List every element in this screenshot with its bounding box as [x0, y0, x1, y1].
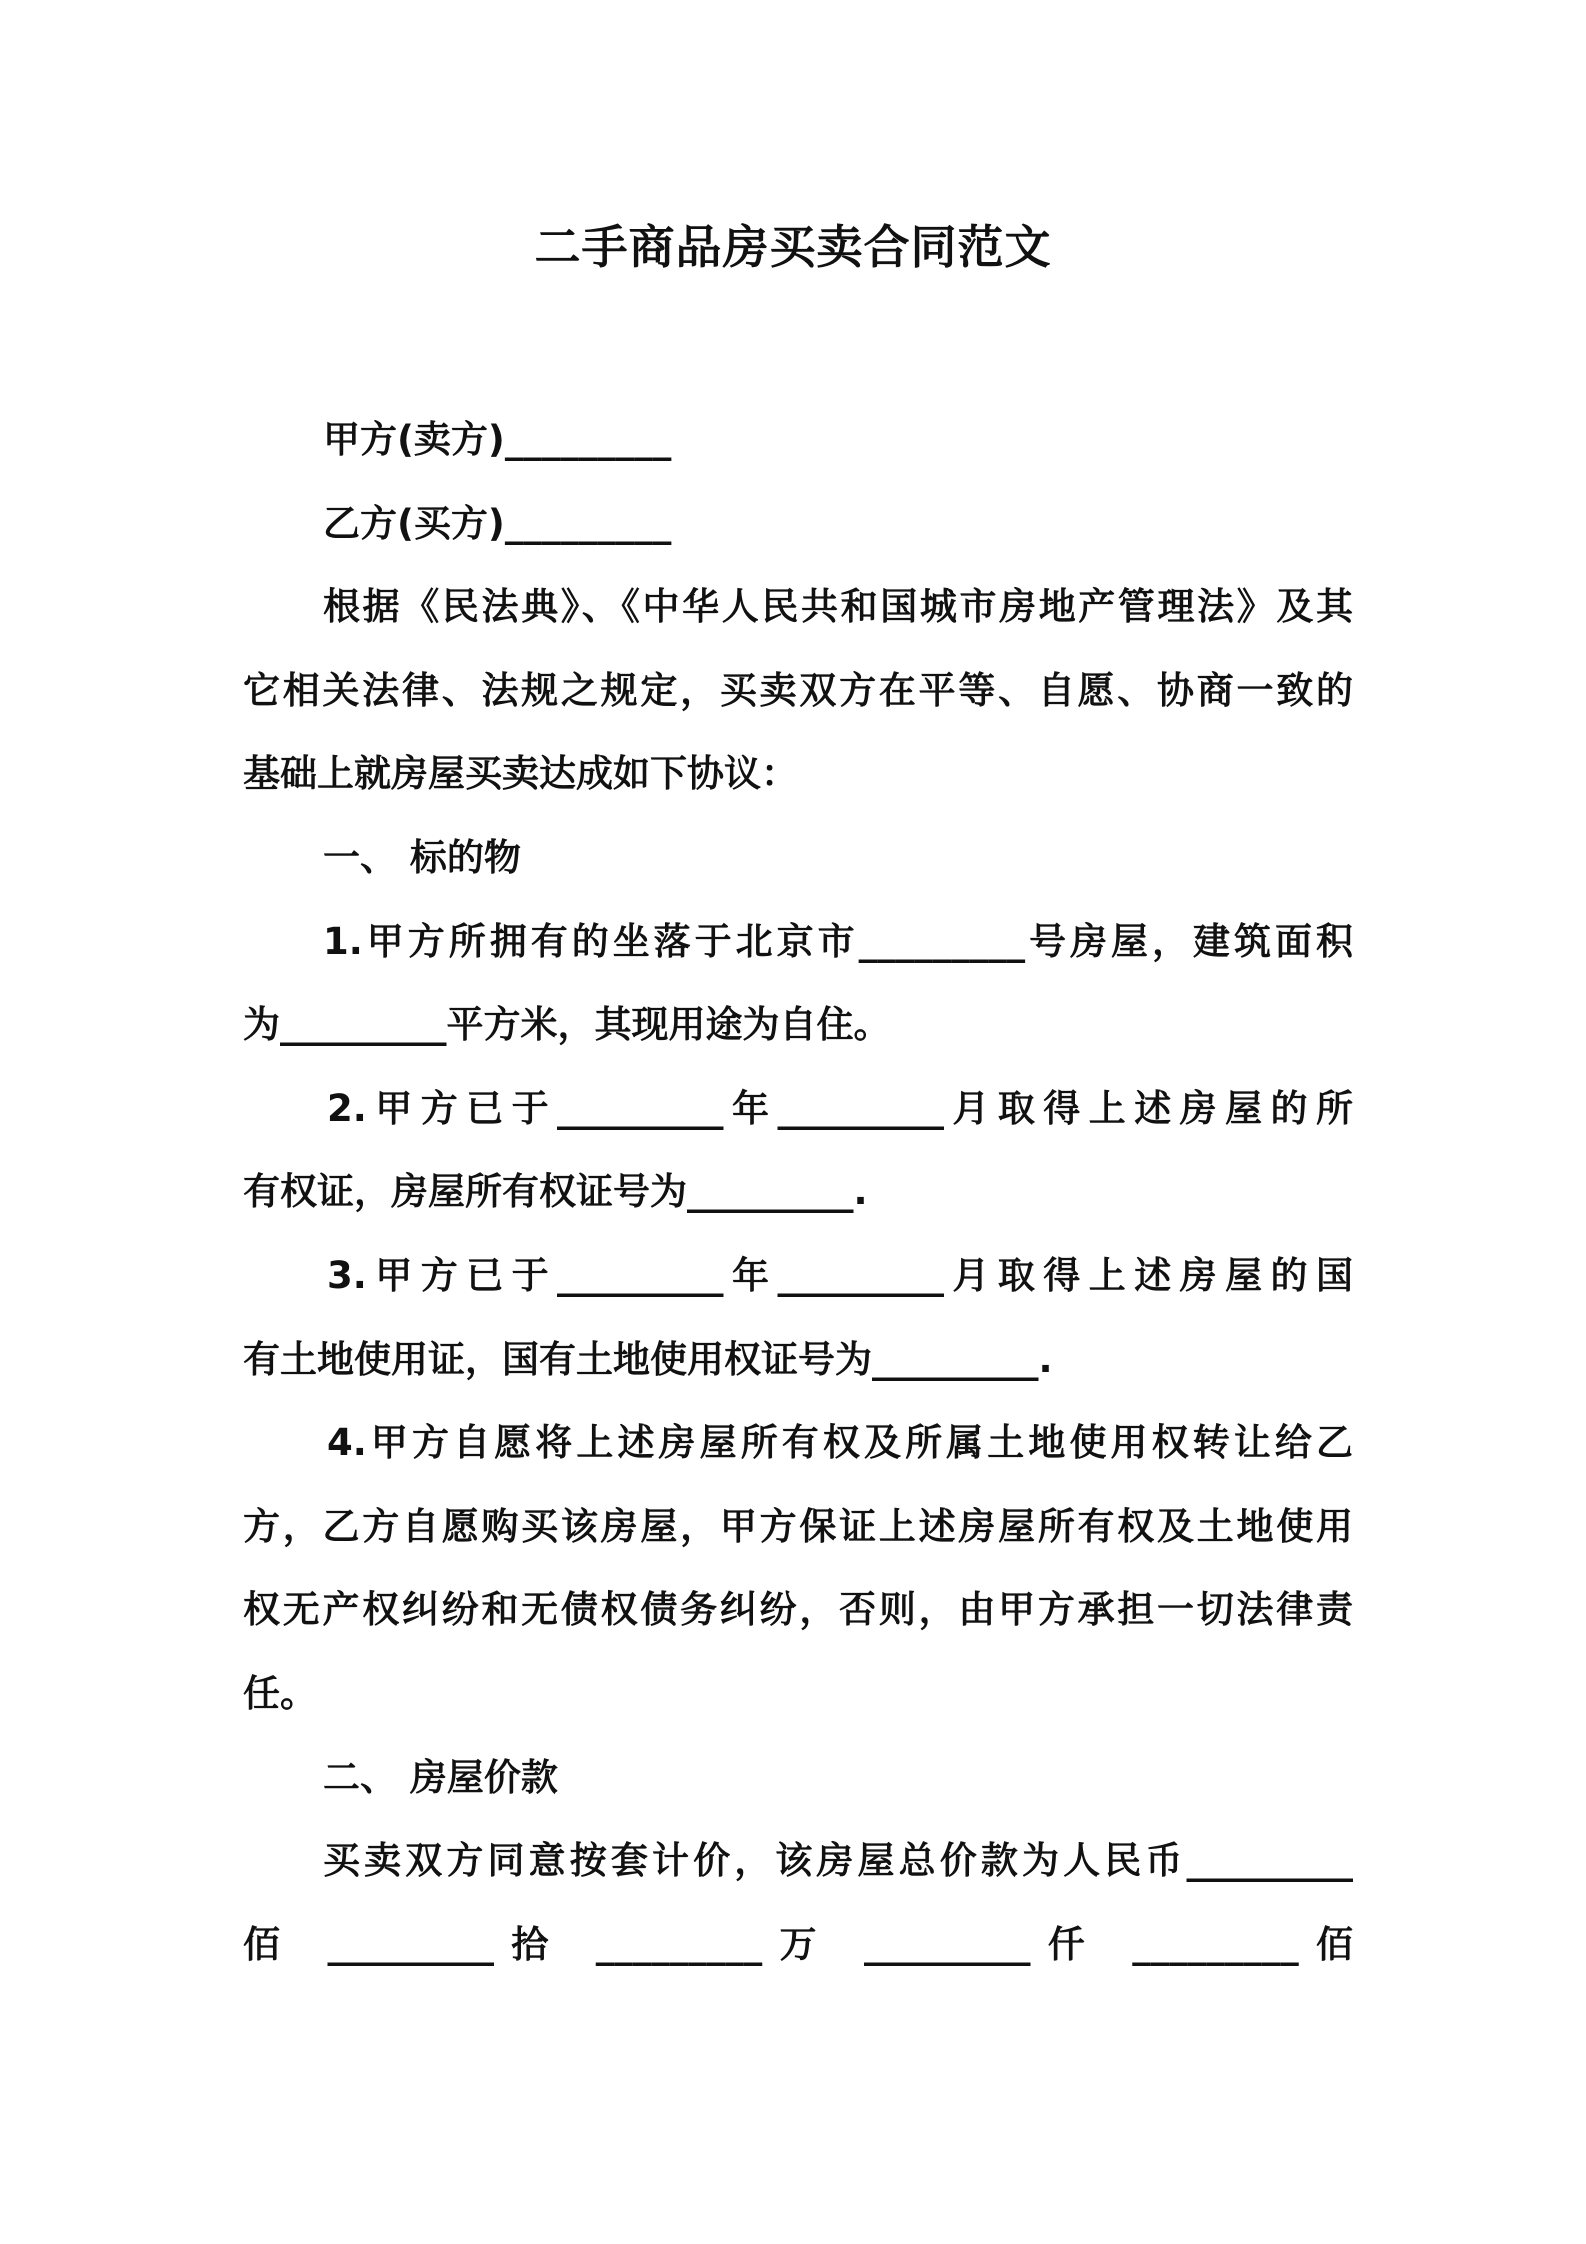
price-line-2: 佰 _________拾 _________万 _________仟 _________佰: [243, 1922, 1353, 1966]
clause-3-line-2: 有土地使用证，国有土地使用权证号为_________.: [243, 1337, 1053, 1381]
clause-1-line-2: 为_________平方米，其现用途为自住。: [243, 1003, 891, 1047]
clause-4-line-1: 4.甲方自愿将上述房屋所有权及所属土地使用权转让给乙: [327, 1421, 1353, 1465]
clause-2-line-1: 2.甲方已于_________年_________月取得上述房屋的所: [327, 1086, 1353, 1130]
preamble-line-3: 基础上就房屋买卖达成如下协议：: [243, 752, 798, 796]
clause-2-line-2: 有权证，房屋所有权证号为_________.: [243, 1170, 868, 1214]
clause-4-line-2: 方，乙方自愿购买该房屋，甲方保证上述房屋所有权及土地使用: [243, 1504, 1353, 1548]
clause-3-line-1: 3.甲方已于_________年_________月取得上述房屋的国: [327, 1253, 1353, 1297]
section-2-heading: 二、 房屋价款: [323, 1755, 558, 1799]
clause-4-line-3: 权无产权纠纷和无债权债务纠纷，否则，由甲方承担一切法律责: [243, 1588, 1353, 1632]
document-title: 二手商品房买卖合同范文: [534, 220, 1052, 274]
preamble-line-1: 根据《民法典》、《中华人民共和国城市房地产管理法》及其: [323, 585, 1353, 629]
document-body: [243, 398, 1353, 1986]
clause-4-line-4: 任。: [243, 1671, 317, 1715]
clause-1-line-1: 1.甲方所拥有的坐落于北京市_________号房屋，建筑面积: [323, 919, 1353, 963]
price-line-1: 买卖双方同意按套计价，该房屋总价款为人民币_________: [323, 1839, 1353, 1883]
preamble-line-2: 它相关法律、法规之规定，买卖双方在平等、自愿、协商一致的: [243, 668, 1353, 712]
party-b-line: 乙方(买方)_________: [323, 501, 672, 545]
party-a-line: 甲方(卖方)_________: [323, 418, 672, 461]
section-1-heading: 一、 标的物: [323, 835, 521, 879]
